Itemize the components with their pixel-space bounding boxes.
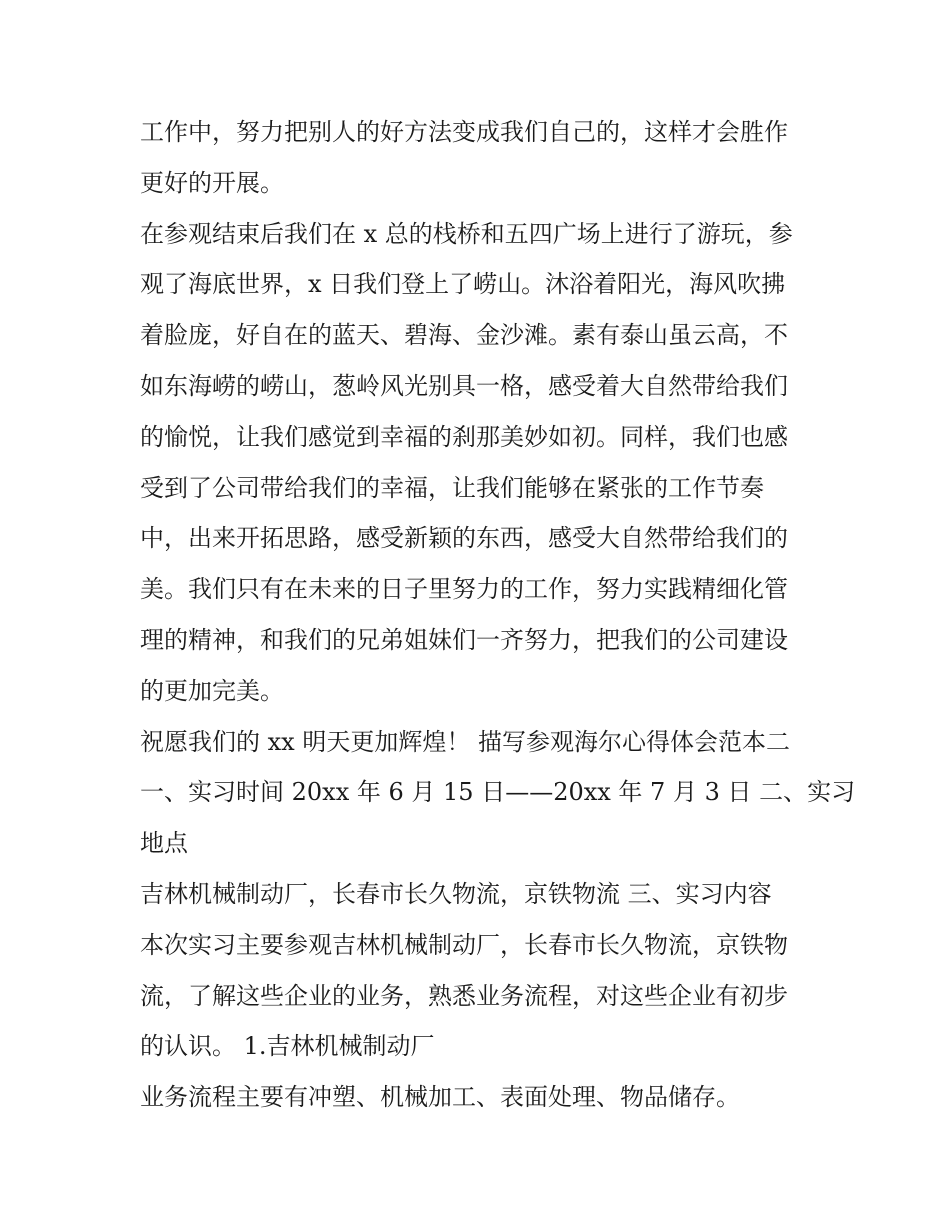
text-line: 中，出来开拓思路，感受新颖的东西，感受大自然带给我们的 — [140, 524, 788, 553]
text-line: 受到了公司带给我们的幸福，让我们能够在紧张的工作节奏 — [140, 473, 764, 502]
text-line: 业务流程主要有冲塑、机械加工、表面处理、物品储存。 — [140, 1083, 740, 1112]
text-line: 观了海底世界，x 日我们登上了崂山。沐浴着阳光，海风吹拂 — [140, 270, 786, 299]
text-line: 更好的开展。 — [140, 168, 284, 197]
text-line: 地点 — [140, 829, 188, 858]
body-text — [140, 107, 856, 1123]
text-line: 祝愿我们的 xx 明天更加辉煌！ 描写参观海尔心得体会范本二 — [140, 727, 790, 756]
text-line: 的愉悦，让我们感觉到幸福的刹那美妙如初。同样，我们也感 — [140, 422, 788, 451]
text-line: 工作中，努力把别人的好方法变成我们自己的，这样才会胜作 — [140, 118, 788, 146]
text-line: 着脸庞，好自在的蓝天、碧海、金沙滩。素有泰山虽云高，不 — [140, 321, 788, 350]
text-line: 理的精神，和我们的兄弟姐妹们一齐努力，把我们的公司建设 — [140, 625, 788, 654]
text-line: 吉林机械制动厂，长春市长久物流，京铁物流 三、实习内容 — [140, 879, 772, 908]
text-line: 的认识。 1.吉林机械制动厂 — [140, 1032, 435, 1061]
text-line: 在参观结束后我们在 x 总的栈桥和五四广场上进行了游玩，参 — [140, 219, 793, 248]
text-line: 如东海崂的崂山，葱岭风光别具一格，感受着大自然带给我们 — [140, 371, 788, 400]
text-line: 美。我们只有在未来的日子里努力的工作，努力实践精细化管 — [140, 575, 788, 604]
text-line: 本次实习主要参观吉林机械制动厂，长春市长久物流，京铁物 — [140, 930, 788, 959]
text-line: 一、实习时间 20xx 年 6 月 15 日——20xx 年 7 月 3 日 二、实习 — [140, 778, 856, 807]
text-line: 流，了解这些企业的业务，熟悉业务流程，对这些企业有初步 — [140, 981, 788, 1010]
text-line: 的更加完美。 — [140, 676, 284, 705]
